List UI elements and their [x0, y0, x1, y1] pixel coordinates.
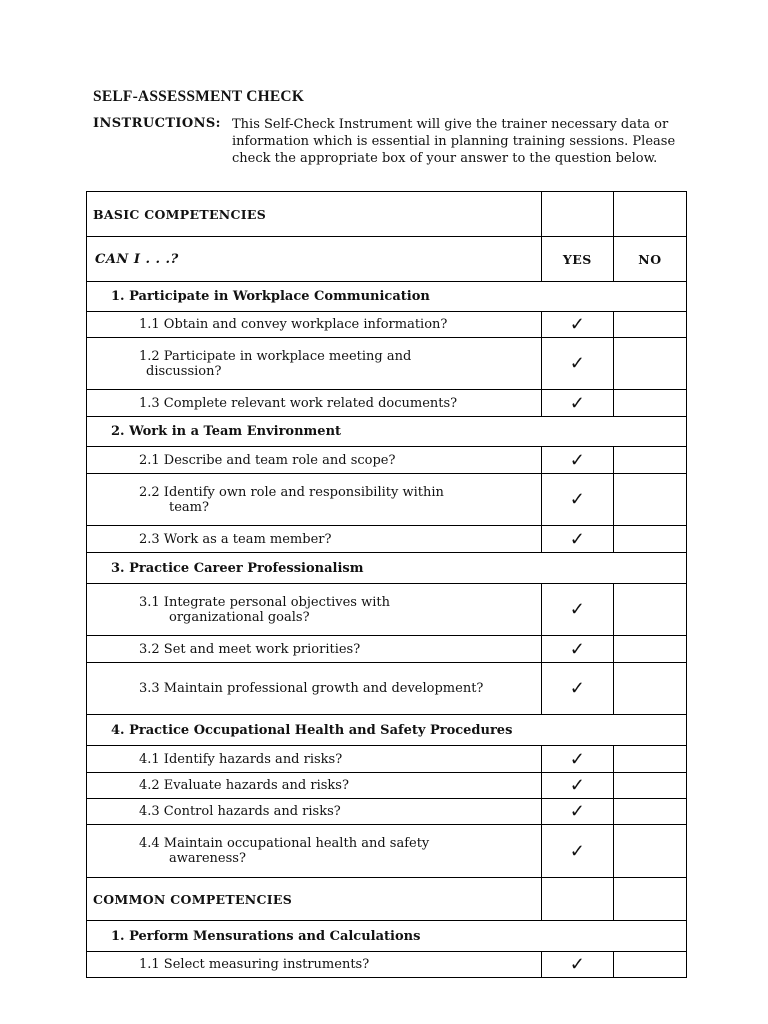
question-row — [87, 825, 687, 878]
group-row — [87, 282, 687, 312]
yes-check-mark[interactable]: ✓ — [541, 474, 613, 526]
question-row — [87, 773, 687, 799]
question-text: 4.3 Control hazards and risks? — [87, 799, 542, 825]
group-heading: 1. Perform Mensurations and Calculations — [87, 921, 687, 952]
yes-check-mark[interactable]: ✓ — [541, 952, 613, 978]
yes-check-mark[interactable]: ✓ — [541, 663, 613, 715]
question-row — [87, 584, 687, 636]
question-line-2: team? — [169, 499, 209, 515]
question-text: 3.2 Set and meet work priorities? — [87, 636, 542, 663]
yes-check-mark[interactable]: ✓ — [541, 390, 613, 417]
yes-check-mark[interactable]: ✓ — [541, 825, 613, 878]
yes-check-mark[interactable]: ✓ — [541, 312, 613, 338]
question-line-1: 1.2 Participate in workplace meeting and — [139, 348, 412, 364]
question-line-2: discussion? — [146, 363, 222, 379]
group-heading: 2. Work in a Team Environment — [87, 417, 687, 447]
no-header: NO — [613, 237, 686, 282]
yes-check-mark[interactable]: ✓ — [541, 773, 613, 799]
question-row — [87, 312, 687, 338]
question-text: 1.3 Complete relevant work related documents? — [87, 390, 542, 417]
no-cell[interactable] — [613, 312, 686, 338]
group-heading: 3. Practice Career Professionalism — [87, 553, 687, 584]
no-cell[interactable] — [613, 878, 686, 921]
no-cell[interactable] — [613, 799, 686, 825]
question-row — [87, 474, 687, 526]
no-cell[interactable] — [613, 447, 686, 474]
group-row — [87, 921, 687, 952]
section-basic-competencies: BASIC COMPETENCIES — [87, 192, 542, 237]
yes-cell[interactable] — [541, 192, 613, 237]
section-row-basic — [87, 192, 687, 237]
no-cell[interactable] — [613, 636, 686, 663]
question-text: 4.2 Evaluate hazards and risks? — [87, 773, 542, 799]
group-heading: 4. Practice Occupational Health and Safety Procedures — [87, 715, 687, 746]
instructions-label: INSTRUCTIONS: — [93, 116, 221, 131]
yes-check-mark[interactable]: ✓ — [541, 526, 613, 553]
question-text — [87, 825, 542, 878]
question-text: 2.3 Work as a team member? — [87, 526, 542, 553]
yes-check-mark[interactable]: ✓ — [541, 636, 613, 663]
section-row-common — [87, 878, 687, 921]
yes-header: YES — [541, 237, 613, 282]
question-line-1: 4.4 Maintain occupational health and safety — [139, 836, 430, 851]
question-row — [87, 526, 687, 553]
question-text — [87, 338, 542, 390]
group-heading: 1. Participate in Workplace Communication — [87, 282, 687, 312]
question-row — [87, 390, 687, 417]
no-cell[interactable] — [613, 192, 686, 237]
question-text: 1.1 Obtain and convey workplace information? — [87, 312, 542, 338]
can-i-label: CAN I . . .? — [87, 237, 542, 282]
question-row — [87, 447, 687, 474]
question-line-2: awareness? — [169, 851, 246, 866]
no-cell[interactable] — [613, 773, 686, 799]
question-text — [87, 584, 542, 636]
no-cell[interactable] — [613, 663, 686, 715]
section-common-competencies: COMMON COMPETENCIES — [87, 878, 542, 921]
instructions-text: This Self-Check Instrument will give the trainer necessary data or information which is essential in planning training sessions. Please check the appropriate box of your answer to the question below. — [232, 117, 676, 166]
no-cell[interactable] — [613, 746, 686, 773]
question-row — [87, 636, 687, 663]
header-row — [87, 237, 687, 282]
group-row — [87, 715, 687, 746]
no-cell[interactable] — [613, 338, 686, 390]
no-cell[interactable] — [613, 584, 686, 636]
question-row — [87, 663, 687, 715]
question-text — [87, 474, 542, 526]
yes-check-mark[interactable]: ✓ — [541, 338, 613, 390]
self-assessment-table — [86, 191, 687, 978]
question-text: 2.1 Describe and team role and scope? — [87, 447, 542, 474]
no-cell[interactable] — [613, 390, 686, 417]
no-cell[interactable] — [613, 526, 686, 553]
group-row — [87, 553, 687, 584]
yes-check-mark[interactable]: ✓ — [541, 746, 613, 773]
question-row — [87, 746, 687, 773]
question-row — [87, 338, 687, 390]
yes-check-mark[interactable]: ✓ — [541, 799, 613, 825]
question-text: 1.1 Select measuring instruments? — [87, 952, 542, 978]
page-title: SELF-ASSESSMENT CHECK — [93, 88, 305, 105]
group-row — [87, 417, 687, 447]
question-text: 4.1 Identify hazards and risks? — [87, 746, 542, 773]
question-line-1: 2.2 Identify own role and responsibility within — [139, 484, 444, 500]
no-cell[interactable] — [613, 825, 686, 878]
yes-check-mark[interactable]: ✓ — [541, 584, 613, 636]
question-row — [87, 799, 687, 825]
question-text: 3.3 Maintain professional growth and development? — [87, 663, 542, 715]
no-cell[interactable] — [613, 474, 686, 526]
question-row — [87, 952, 687, 978]
no-cell[interactable] — [613, 952, 686, 978]
question-line-1: 3.1 Integrate personal objectives with — [139, 594, 390, 610]
yes-check-mark[interactable]: ✓ — [541, 447, 613, 474]
question-line-2: organizational goals? — [169, 609, 310, 625]
yes-cell[interactable] — [541, 878, 613, 921]
